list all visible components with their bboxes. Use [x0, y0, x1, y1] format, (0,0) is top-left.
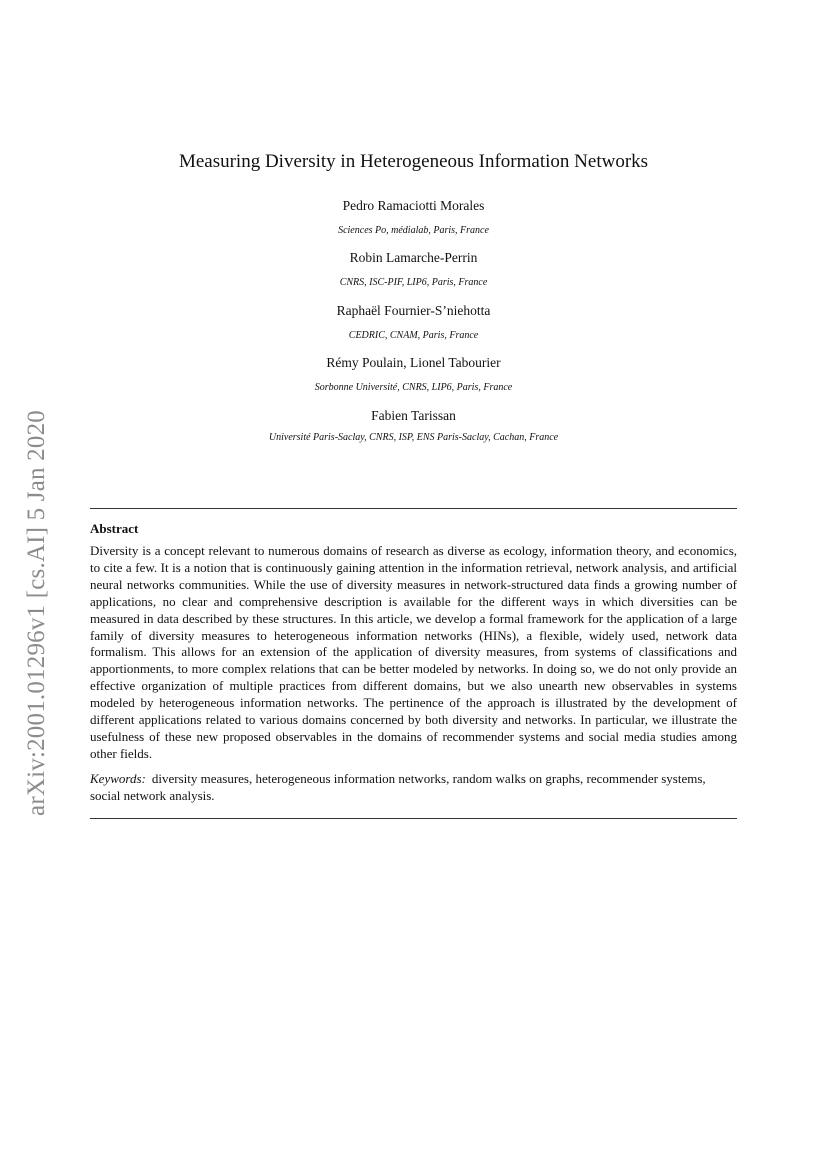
arxiv-identifier-stamp: [22, 380, 52, 845]
author-name: Raphaël Fournier-S’niehotta: [336, 303, 491, 318]
author-affiliation: Université Paris-Saclay, CNRS, ISP, ENS Paris-Saclay, Cachan, France: [268, 432, 559, 443]
author-affiliation: Sorbonne Université, CNRS, LIP6, Paris, France: [314, 382, 513, 393]
author-name: Fabien Tarissan: [371, 408, 456, 423]
paper-title: Measuring Diversity in Heterogeneous Information Networks: [178, 151, 649, 172]
keywords-text: diversity measures, heterogeneous information networks, random walks on graphs, recommender systems, social network analysis.: [90, 771, 706, 803]
author-affiliation: Sciences Po, médialab, Paris, France: [338, 225, 489, 236]
abstract-top-rule: [90, 508, 737, 509]
abstract-bottom-rule: [90, 818, 737, 819]
author-name: Rémy Poulain, Lionel Tabourier: [326, 355, 501, 370]
keywords: [90, 771, 737, 805]
keywords-label: Keywords:: [90, 771, 146, 786]
abstract-heading: Abstract: [90, 521, 139, 536]
arxiv-identifier-text: arXiv:2001.01296v1 [cs.AI] 5 Jan 2020: [23, 409, 51, 816]
author-affiliation: CEDRIC, CNAM, Paris, France: [348, 330, 479, 341]
author-affiliation: CNRS, ISC-PIF, LIP6, Paris, France: [339, 277, 488, 288]
author-name: Robin Lamarche-Perrin: [349, 250, 478, 265]
author-name: Pedro Ramaciotti Morales: [342, 198, 485, 213]
abstract-body: Diversity is a concept relevant to numerous domains of research as diverse as ecology, information theory, and economics, to cite a few. It is a notion that is continuously gaining attention in the information retrieval, network analysis, and artificial neural networks communities. While the use of diversity measures in network-structured data finds a growing number of applications, no clear and comprehensive description is available for the different ways in which diversities can be measured in data described by these structures. In this article, we develop a formal framework for the application of a large family of diversity measures to heterogeneous information networks (HINs), a flexible, widely used, network data formalism. This allows for an extension of the application of diversity measures, from systems of classifications and apportionments, to more complex relations that can be better modeled by networks. In doing so, we do not only provide an effective organization of multiple practices from different domains, but we also unearth new observables in systems modeled by heterogeneous information networks. The pertinence of the approach is illustrated by the development of different applications related to various domains concerned by both diversity and networks. In particular, we illustrate the usefulness of these new proposed observables in the domains of recommender systems and social media studies among other fields.: [90, 543, 737, 761]
